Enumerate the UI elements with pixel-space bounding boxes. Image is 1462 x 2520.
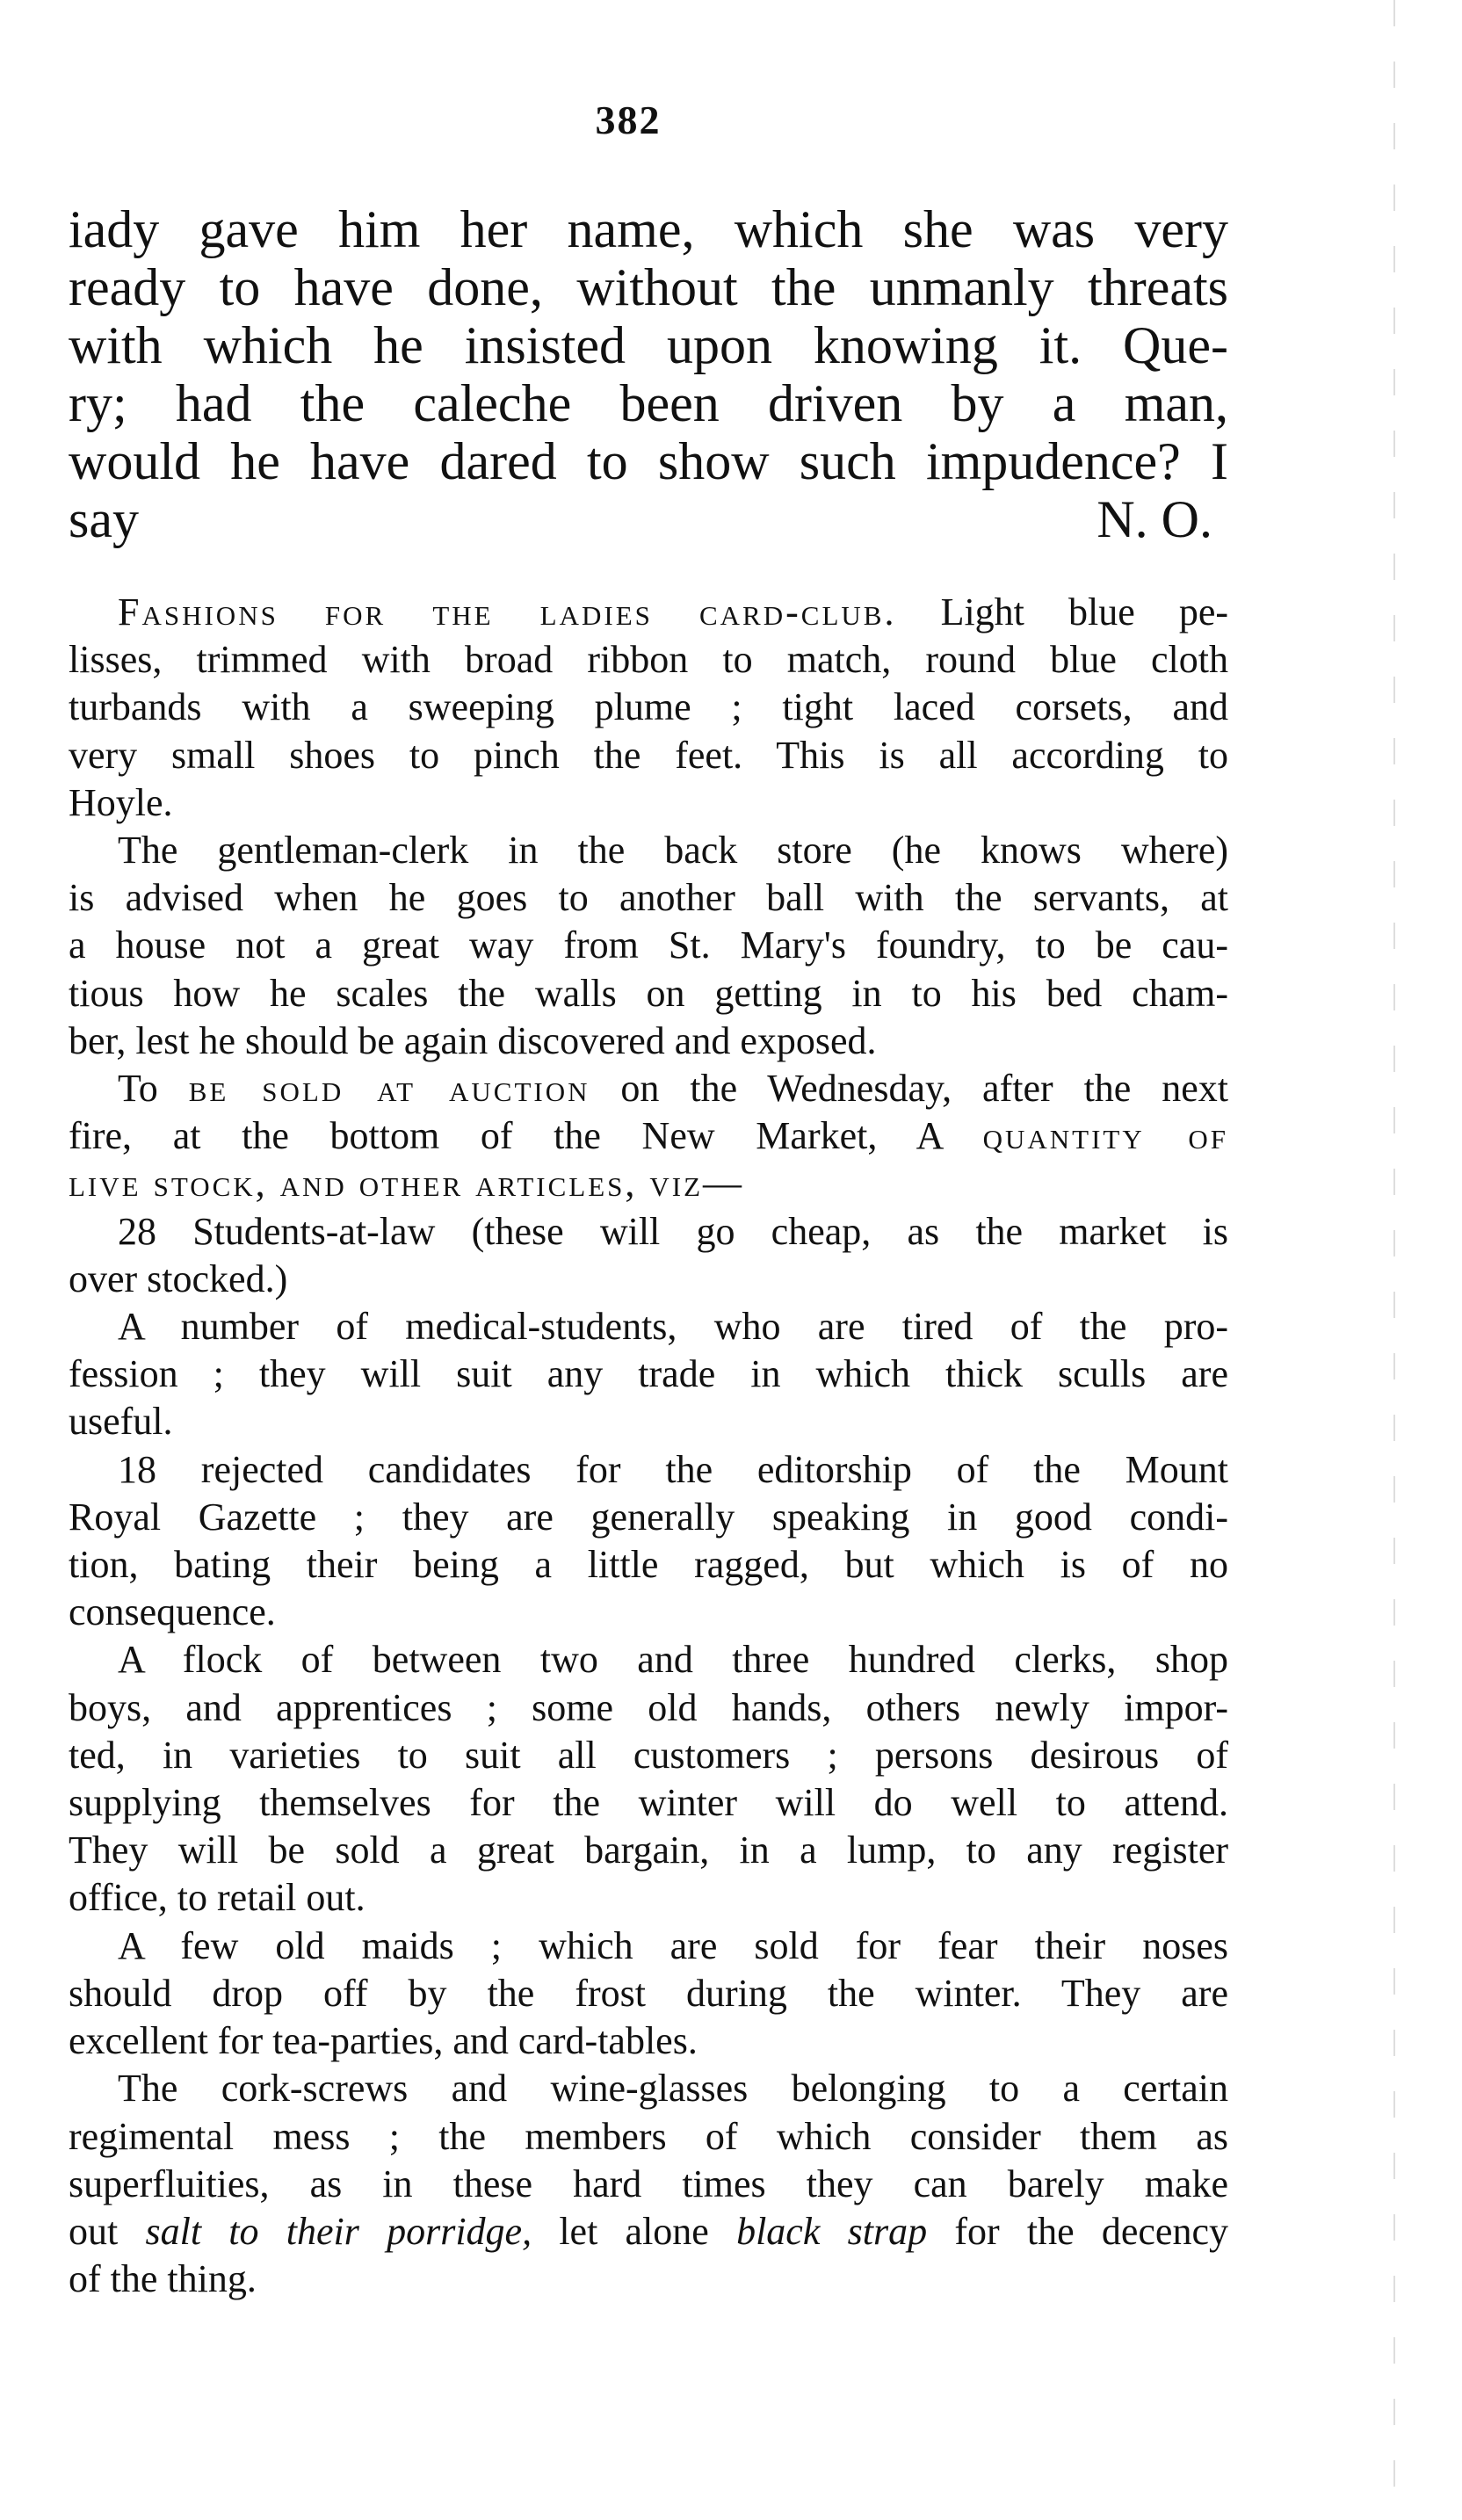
- text-line: ready to have done, without the unmanly threats: [69, 258, 1228, 316]
- text-line: very small shoes to pinch the feet. This is all according to: [69, 733, 1228, 777]
- text-line: Royal Gazette ; they are generally speaking in good condi-: [69, 1495, 1228, 1539]
- scan-margin-line: [1393, 0, 1395, 2520]
- text-line: is advised when he goes to another ball with the servants, at: [69, 876, 1228, 920]
- text-line: office, to retail out.: [69, 1876, 366, 1920]
- text-line: A flock of between two and three hundred clerks, shop: [118, 1638, 1228, 1682]
- text-line: of the thing.: [69, 2257, 257, 2301]
- text-line: should drop off by the frost during the winter. They are: [69, 1971, 1228, 2015]
- text-line: tious how he scales the walls on getting in to his bed cham-: [69, 971, 1228, 1015]
- signature-word: say: [69, 490, 139, 548]
- text-line: with which he insisted upon knowing it. Que-: [69, 316, 1228, 374]
- auction-text: fire, at the bottom of the New Market, A: [69, 1114, 983, 1158]
- auction-smallcaps: quantity of: [982, 1114, 1228, 1158]
- italic-phrase: black strap: [736, 2209, 928, 2253]
- text-line: tion, bating their being a little ragged, but which is of no: [69, 1543, 1228, 1587]
- text-line: 28 Students-at-law (these will go cheap, as the market is: [118, 1209, 1228, 1253]
- auction-line-1: [69, 1065, 1228, 1112]
- top-paragraph: [69, 200, 1228, 548]
- text-line: over stocked.): [69, 1256, 288, 1300]
- text-line: The cork-screws and wine-glasses belonging to a certain: [118, 2067, 1228, 2111]
- text-line: A number of medical-students, who are tired of the pro-: [118, 1305, 1228, 1349]
- text-segment: for the decency: [927, 2209, 1228, 2253]
- text-line: A few old maids ; which are sold for fear their noses: [118, 1923, 1228, 1967]
- text-line: a house not a great way from St. Mary's foundry, to be cau-: [69, 923, 1228, 967]
- text-line: iady gave him her name, which she was very: [69, 200, 1228, 258]
- text-line: excellent for tea-parties, and card-tables.: [69, 2019, 698, 2063]
- text-line: ry; had the caleche been driven by a man,: [69, 374, 1228, 432]
- text-line: supplying themselves for the winter will do well to attend.: [69, 1781, 1228, 1825]
- auction-line-3: [69, 1160, 1228, 1207]
- text-line: fession ; they will suit any trade in which thick sculls are: [69, 1352, 1228, 1396]
- text-line: Hoyle.: [69, 780, 173, 824]
- auction-smallcaps: be sold at auction: [188, 1067, 590, 1111]
- text-segment: out: [69, 2209, 146, 2253]
- text-line: useful.: [69, 1400, 173, 1444]
- signature-initials: N. O.: [1096, 490, 1212, 548]
- auction-line-2: [69, 1112, 1228, 1160]
- fashions-text: Light blue pe-: [940, 590, 1229, 634]
- text-line: They will be sold a great bargain, in a lump, to any register: [69, 1828, 1228, 1872]
- signature-line: [69, 490, 1228, 548]
- text-line: ted, in varieties to suit all customers ; persons desirous of: [69, 1733, 1228, 1777]
- text-line: regimental mess ; the members of which consider them as: [69, 2114, 1228, 2158]
- text-line: would he have dared to show such impudence? I: [69, 432, 1228, 490]
- corkscrews-italic-line: [69, 2208, 1228, 2256]
- text-line: The gentleman-clerk in the back store (he knows where): [118, 829, 1228, 873]
- text-segment: let alone: [532, 2209, 737, 2253]
- text-line: ber, lest he should be again discovered and exposed.: [69, 1018, 877, 1062]
- auction-text: To: [118, 1067, 189, 1111]
- text-line: 18 rejected candidates for the editorship of the Mount: [118, 1447, 1228, 1491]
- text-line: lisses, trimmed with broad ribbon to match, round blue cloth: [69, 638, 1228, 682]
- italic-phrase: salt to their porridge,: [145, 2209, 532, 2253]
- text-line: turbands with a sweeping plume ; tight laced corsets, and: [69, 685, 1228, 729]
- page-number: 382: [595, 98, 662, 142]
- text-line: consequence.: [69, 1590, 276, 1634]
- fashions-first-line: [69, 589, 1228, 636]
- text-line: superfluities, as in these hard times they can barely make: [69, 2162, 1228, 2205]
- auction-text: on the Wednesday, after the next: [590, 1067, 1229, 1111]
- body-text: [69, 589, 1228, 2303]
- auction-smallcaps: live stock, and other articles, viz—: [69, 1162, 745, 1206]
- fashions-heading: Fashions for the ladies card-club.: [118, 590, 897, 634]
- text-line: boys, and apprentices ; some old hands, others newly impor-: [69, 1685, 1228, 1729]
